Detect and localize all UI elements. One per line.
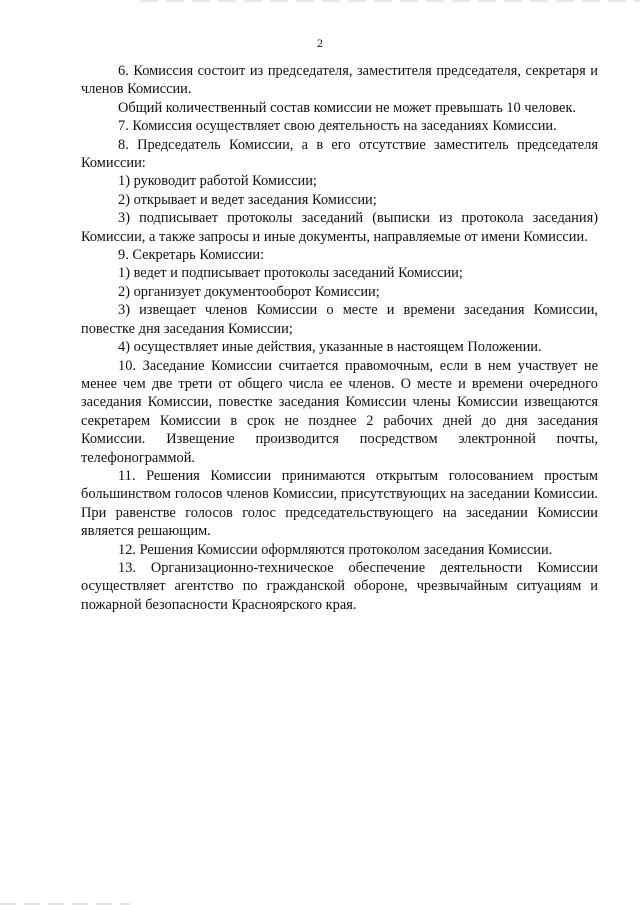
scan-edge-top xyxy=(140,0,640,2)
paragraph-8-item-1: 1) руководит работой Комиссии; xyxy=(118,173,317,190)
paragraph-8-item-3: 3) подписывает протоколы заседаний (выписки из протокола заседания) Комиссии, а также запросы и иные документы, направляемые от имени Комиссии. xyxy=(81,210,598,245)
paragraph-6-composition: Общий количественный состав комиссии не может превышать 10 человек. xyxy=(118,99,577,116)
paragraph-6: 6. Комиссия состоит из председателя, заместителя председателя, секретаря и членов Комиссии. xyxy=(81,63,598,98)
document-body xyxy=(81,62,598,614)
paragraph-10: 10. Заседание Комиссии считается правомочным, если в нем участвует не менее чем две трети от общего числа ее членов. О месте и времени очередного заседания Комиссии, повестке заседания Комиссии члены Комиссии извещаются секретарем Комиссии в срок не позднее 2 рабочих дней до дня заседания Комиссии. Извещение производится посредством электронной почты, телефонограммой. xyxy=(81,357,598,466)
paragraph-7: 7. Комиссия осуществляет свою деятельность на заседаниях Комиссии. xyxy=(118,118,557,135)
paragraph-13: 13. Организационно-техническое обеспечение деятельности Комиссии осуществляет агентство по гражданской обороне, чрезвычайным ситуациям и пожарной безопасности Красноярского края. xyxy=(81,559,598,613)
paragraph-9-item-1: 1) ведет и подписывает протоколы заседаний Комиссии; xyxy=(118,265,463,282)
paragraph-8-item-2: 2) открывает и ведет заседания Комиссии; xyxy=(118,191,377,208)
paragraph-8: 8. Председатель Комиссии, а в его отсутствие заместитель председателя Комиссии: xyxy=(81,136,598,172)
paragraph-9-item-2: 2) организует документооборот Комиссии; xyxy=(118,283,380,300)
page-number: 2 xyxy=(317,36,323,50)
paragraph-9: 9. Секретарь Комиссии: xyxy=(118,247,265,264)
paragraph-12: 12. Решения Комиссии оформляются протоколом заседания Комиссии. xyxy=(118,541,553,558)
paragraph-9-item-4: 4) осуществляет иные действия, указанные в настоящем Положении. xyxy=(118,339,542,356)
paragraph-11: 11. Решения Комиссии принимаются открытым голосованием простым большинством голосов членов Комиссии, присутствующих на заседании Комиссии. При равенстве голосов голос председательствующего на заседании Комиссии является решающим. xyxy=(81,467,598,540)
paragraph-9-item-3: 3) извещает членов Комиссии о месте и времени заседания Комиссии, повестке дня заседания Комиссии; xyxy=(81,302,598,337)
